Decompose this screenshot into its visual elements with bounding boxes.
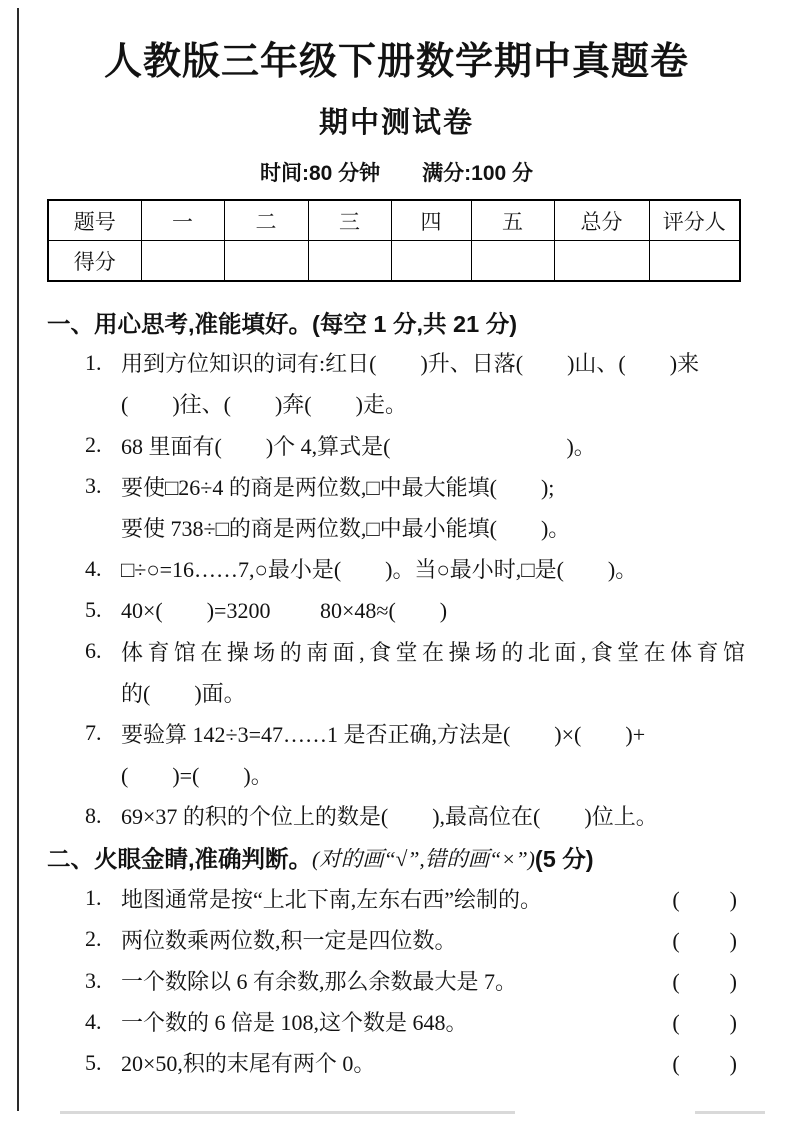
- question-number: 6.: [85, 638, 102, 664]
- answer-blank: ( ): [672, 927, 739, 953]
- judgment-line: [47, 960, 745, 1001]
- score-header-cell: 题号: [48, 200, 141, 241]
- score-header-cell: 三: [308, 200, 391, 241]
- question-text: 一个数的 6 倍是 108,这个数是 648。: [121, 1010, 468, 1036]
- question-number: 3.: [85, 967, 102, 993]
- question-text: 两位数乘两位数,积一定是四位数。: [121, 927, 457, 953]
- score-cell-empty: [554, 241, 649, 282]
- question-line-continued: 的( )面。: [121, 680, 246, 706]
- question-number: 7.: [85, 720, 102, 746]
- score-table-score-row: [48, 241, 740, 282]
- scan-artifact: [695, 1111, 765, 1114]
- score-row-label: 得分: [48, 241, 141, 282]
- score-header-cell: 一: [141, 200, 224, 241]
- score-header-cell: 总分: [554, 200, 649, 241]
- question-line: [47, 713, 745, 754]
- exam-body: [47, 301, 745, 1084]
- question-text: 地图通常是按“上北下南,左东右西”绘制的。: [121, 886, 543, 912]
- question-text: 一个数除以 6 有余数,那么余数最大是 7。: [121, 969, 518, 995]
- judgment-line: [47, 1001, 745, 1042]
- question-text: 20×50,积的末尾有两个 0。: [121, 1051, 376, 1077]
- score-table-header-row: [48, 200, 740, 241]
- question-line: [47, 548, 745, 589]
- score-header-cell: 四: [391, 200, 471, 241]
- question-text: 要验算 142÷3=47……1 是否正确,方法是( )×( )+: [121, 721, 646, 747]
- question-line-continued: ( )=( )。: [121, 763, 273, 789]
- judgment-line: [47, 878, 745, 919]
- score-header-cell: 二: [224, 200, 308, 241]
- question-line-continued: ( )往、( )奔( )走。: [121, 392, 407, 418]
- section2-heading-score: (5 分): [534, 846, 594, 873]
- question-number: 2.: [85, 432, 102, 458]
- judgment-line: [47, 1042, 745, 1083]
- question-number: 4.: [85, 555, 102, 581]
- answer-blank: ( ): [672, 1051, 739, 1077]
- section2-heading-main: 二、火眼金睛,准确判断。: [47, 846, 313, 873]
- answer-blank: ( ): [672, 886, 739, 912]
- section2-heading-note: (对的画“√”,错的画“×”): [312, 846, 535, 871]
- question-line-continued: 要使 738÷□的商是两位数,□中最小能填( )。: [121, 516, 571, 542]
- score-header-cell: 评分人: [649, 200, 740, 241]
- score-cell-empty: [141, 241, 224, 282]
- answer-blank: ( ): [672, 1010, 739, 1036]
- question-number: 5.: [85, 596, 102, 622]
- score-header-cell: 五: [471, 200, 554, 241]
- question-line: [47, 342, 745, 383]
- score-cell-empty: [308, 241, 391, 282]
- question-text: □÷○=16……7,○最小是( )。当○最小时,□是( )。: [121, 557, 638, 583]
- question-text: 68 里面有( )个 4,算式是( )。: [121, 433, 596, 459]
- section2-heading: [47, 836, 745, 877]
- scan-artifact: [60, 1111, 515, 1114]
- question-text: 用到方位知识的词有:红日( )升、日落( )山、( )来: [121, 351, 700, 377]
- question-text: 69×37 的积的个位上的数是( ),最高位在( )位上。: [121, 804, 658, 830]
- question-text: 体育馆在操场的南面,食堂在操场的北面,食堂在体育馆: [121, 639, 745, 665]
- question-number: 1.: [85, 885, 102, 911]
- judgment-line: [47, 919, 745, 960]
- question-line: [47, 466, 745, 507]
- question-number: 4.: [85, 1008, 102, 1034]
- question-line: [47, 425, 745, 466]
- score-cell-empty: [391, 241, 471, 282]
- question-line: [47, 631, 745, 672]
- score-table: [47, 199, 741, 282]
- question-number: 5.: [85, 1049, 102, 1075]
- question-number: 8.: [85, 802, 102, 828]
- question-number: 2.: [85, 926, 102, 952]
- score-cell-empty: [649, 241, 740, 282]
- score-cell-empty: [224, 241, 308, 282]
- answer-blank: ( ): [672, 969, 739, 995]
- question-text: 要使□26÷4 的商是两位数,□中最大能填( );: [121, 474, 555, 500]
- score-cell-empty: [471, 241, 554, 282]
- exam-title: 人教版三年级下册数学期中真题卷: [103, 41, 689, 83]
- question-line: [47, 589, 745, 630]
- question-number: 3.: [85, 473, 102, 499]
- question-line: [47, 795, 745, 836]
- exam-subtitle: 期中测试卷: [318, 107, 474, 139]
- section1-heading: 一、用心思考,准能填好。(每空 1 分,共 21 分): [47, 310, 518, 337]
- question-text: 40×( )=3200 80×48≈( ): [121, 598, 448, 624]
- question-number: 1.: [85, 349, 102, 375]
- exam-meta: 时间:80 分钟 满分:100 分: [259, 162, 534, 185]
